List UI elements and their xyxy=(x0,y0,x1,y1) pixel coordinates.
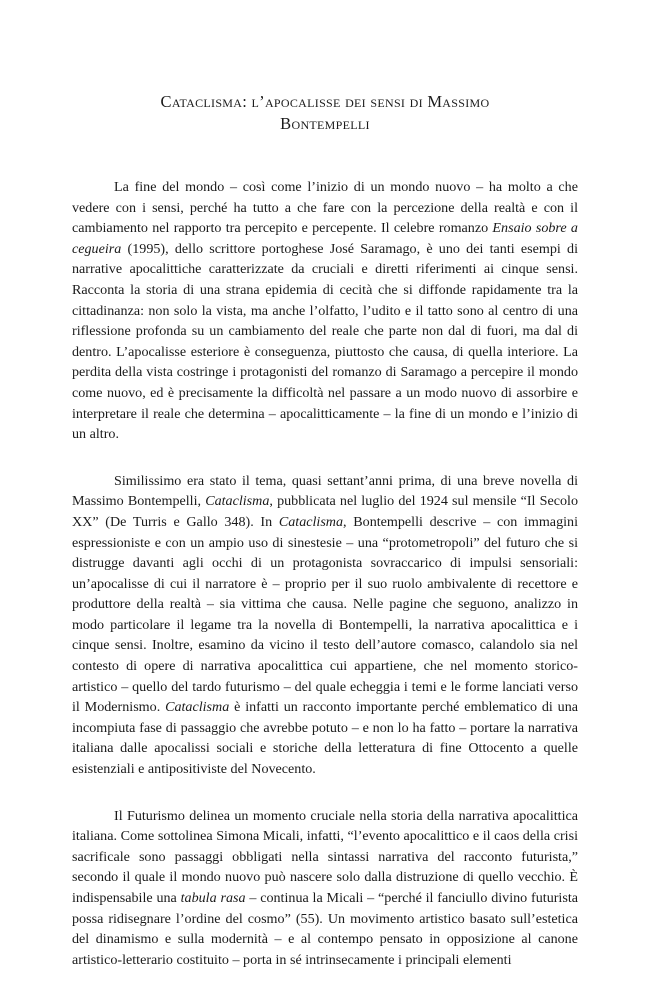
paragraph-1 xyxy=(72,177,578,445)
italic-title-text: Ensaio sobre a cegueira xyxy=(72,220,578,257)
paragraph-2 xyxy=(72,471,578,780)
paragraph-text: , Bontempelli descrive – con immagini espressioniste e con un ampio uso di sinestesie – una “protometropoli” del futuro che si distrugge davanti agli occhi di un protagonista sovraccarico di impulsi sensoriali: un’apocalisse di cui il narratore è – proprio per il suo ruolo ambivalente di recettore e produttore della realtà – sia vittima che causa. Nelle pagine che seguono, analizzo in modo particolare il legame tra la novella di Bontempelli, la narrativa apocalittica e i cinque sensi. Inoltre, esamino da vicino il testo dell’autore comasco, calandolo sia nel contesto di opere di narrativa apocalittica cui appartiene, che nel momento storico-artistico – quello del tardo futurismo – del quale echeggia i temi e le forme lanciati verso il Modernismo. xyxy=(72,513,578,716)
paragraph-text: La fine del mondo – così come l’inizio di un mondo nuovo – ha molto a che vedere con i sensi, perché ha tutto a che fare con la percezione della realtà e con il cambiamento nel rapporto tra percepito e percepente. Il celebre romanzo xyxy=(72,179,578,237)
paragraph-3 xyxy=(72,806,578,971)
document-page xyxy=(72,0,578,996)
paragraph-text: Il Futurismo delinea un momento cruciale nella storia della narrativa apocalittica italiana. Come sottolinea Simona Micali, infatti, “l’evento apocalittico e il caos della crisi sacrificale sono passaggi obbligati nella sintassi narrativa del racconto futurista,” secondo il quale il mondo nuovo può nascere solo dalla distruzione di quello vecchio. È indispensabile una xyxy=(72,807,578,906)
paragraph-text: (1995), dello scrittore portoghese José Saramago, è uno dei tanti esempi di narrative apocalittiche caratterizzate da cruciali e diretti riferimenti ai cinque sensi. Racconta la storia di una strana epidemia di cecità che si diffonde rapidamente tra la cittadinanza: non solo la vista, ma anche l’olfatto, l’udito e il tatto sono al centro di una riflessione profonda su un cambiamento del reale che parte non dal di fuori, ma dal di dentro. L’apocalisse esteriore è conseguenza, piuttosto che causa, di quella interiore. La perdita della vista costringe i protagonisti del romanzo di Saramago a percepire il mondo come nuovo, ed è precisamente la difficoltà nel passare a un modo nuovo di assorbire e interpretare il reale che determina – apocalitticamente – la fine di un mondo e l’inizio di un altro. xyxy=(72,240,578,443)
article-body xyxy=(72,177,578,970)
title-line-1: Cataclisma: l’apocalisse dei sensi di Massimo xyxy=(160,92,490,111)
italic-title-text: Cataclisma xyxy=(205,493,270,510)
paragraph-text: Similissimo era stato il tema, quasi settant’anni prima, di una breve novella di Massimo Bontempelli, xyxy=(72,472,578,510)
italic-title-text: Cataclisma xyxy=(165,699,230,716)
paragraph-text: , pubblicata nel luglio del 1924 sul mensile “Il Secolo XX” (De Turris e Gallo 348). In xyxy=(72,493,578,530)
title-line-2: Bontempelli xyxy=(280,114,370,133)
italic-title-text: tabula rasa xyxy=(180,890,246,906)
paragraph-text: è infatti un racconto importante perché emblematico di una incompiuta fase di passaggio che avrebbe potuto – e non lo ha fatto – portare la narrativa italiana dalle apocalissi sociali e storiche della letteratura di fine Ottocento a quelle esistenziali e antipositiviste del Novecento. xyxy=(72,699,578,778)
paragraph-text: – continua la Micali – “perché il fanciullo divino futurista possa ridisegnare l’ordine del cosmo” (55). Un movimento artistico basato sull’estetica del dinamismo e sulla modernità – e al contempo pensato in opposizione al canone artistico-letterario costituito – porta in sé intrinsecamente i principali elementi xyxy=(72,890,579,968)
italic-title-text: Cataclisma xyxy=(278,513,344,530)
article-title xyxy=(72,91,578,135)
